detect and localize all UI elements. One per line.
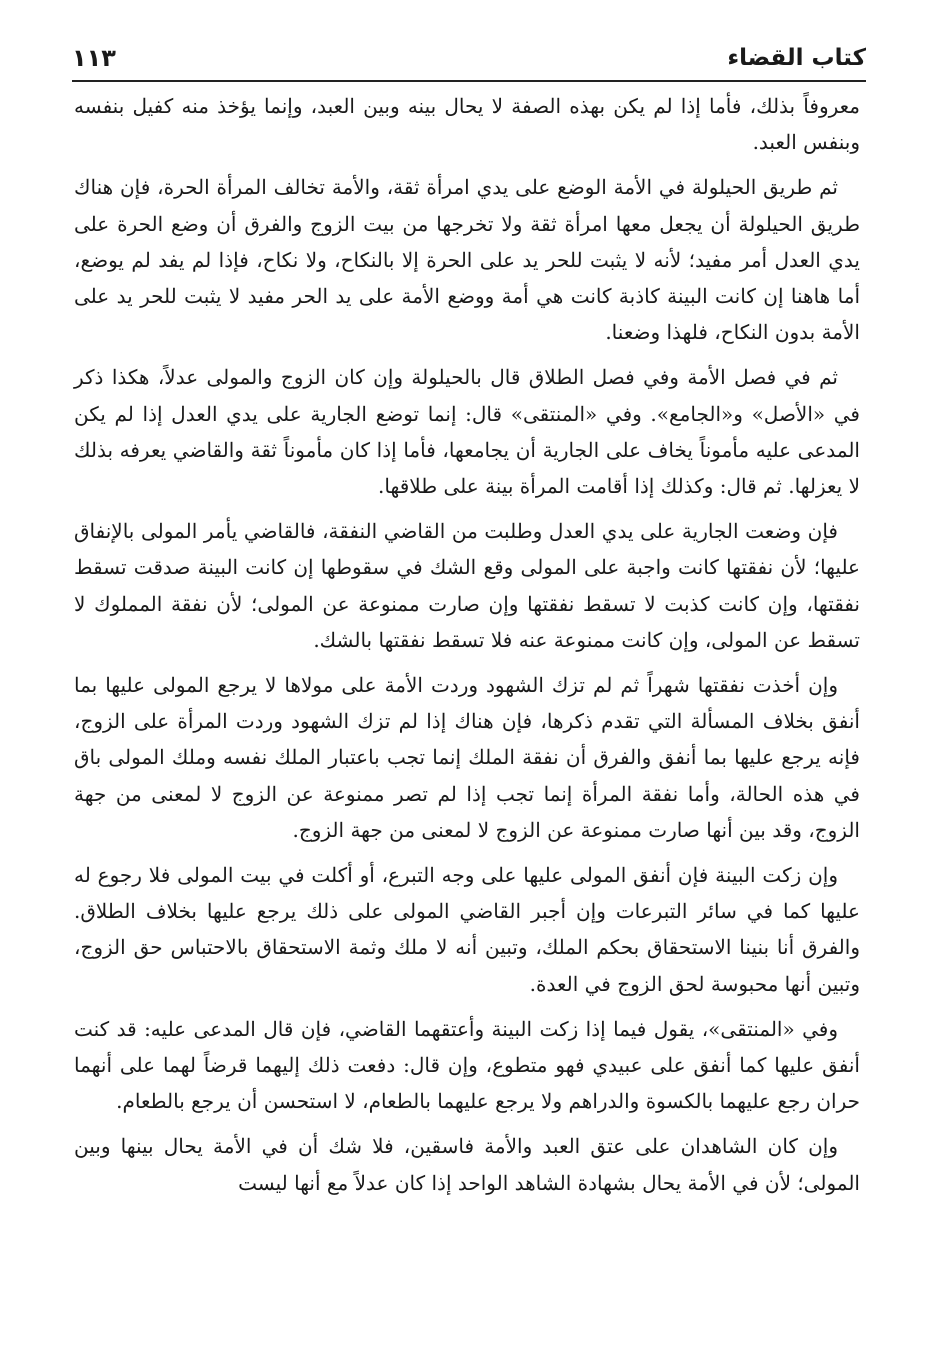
page-number: ١١٣ (72, 44, 116, 72)
header-divider (72, 80, 866, 82)
paragraph: معروفاً بذلك، فأما إذا لم يكن بهذه الصفة لا يحال بينه وبين العبد، وإنما يؤخذ منه كفيل بنفسه وبنفس العبد. (74, 94, 860, 155)
page-header (72, 38, 866, 78)
book-title: كتاب القضاء (727, 45, 866, 71)
page-body (74, 88, 860, 1210)
paragraph: وإن زكت البينة فإن أنفق المولى عليها على وجه التبرع، أو أكلت في بيت المولى فلا رجوع له عليها كما في سائر التبرعات وإن أجبر القاضي المولى على ذلك يرجع عليها بخلاف الطلاق. والفرق أنا بنينا الاستحقاق بحكم الملك، وتبين أنه لا ملك وثمة الاستحقاق بالاحتباس حق الزوج، وتبين أنها محبوسة لحق الزوج في العدة. (74, 863, 860, 996)
paragraph: وإن كان الشاهدان على عتق العبد والأمة فاسقين، فلا شك أن في الأمة يحال بينها وبين المولى؛ لأن في الأمة يحال بشهادة الشاهد الواحد إذا كان عدلاً مع أنها ليست (74, 1134, 860, 1195)
paragraph: وفي «المنتقى»، يقول فيما إذا زكت البينة وأعتقهما القاضي، فإن قال المدعى عليه: قد كنت أنفق عليها كما أنفق على عبيدي فهو متطوع، وإن قال: دفعت ذلك إليهما قرضاً لهما على أنهما حران رجع عليهما بالكسوة والدراهم ولا يرجع عليهما بالطعام، لا استحسن أن يرجع بالطعام. (74, 1016, 860, 1114)
paragraph: ثم طريق الحيلولة في الأمة الوضع على يدي امرأة ثقة، والأمة تخالف المرأة الحرة، فإن هناك طريق الحيلولة أن يجعل معها امرأة ثقة ولا تخرجها من بيت الزوج والفرق أن وضع الحرة على يدي العدل أمر مفيد؛ لأنه لا يثبت للحر يد على الحرة إلا بالنكاح، ولا نكاح، فإذا لم يفد لم يوضع، أما هاهنا إن كانت البينة كاذبة كانت هي أمة ووضع الأمة على يد الحر مفيد لا يثبت للحر يد على الأمة بدون النكاح، فلهذا وضعنا. (74, 175, 860, 345)
paragraph: وإن أخذت نفقتها شهراً ثم لم تزك الشهود وردت الأمة على مولاها لا يرجع المولى عليها بما أنفق بخلاف المسألة التي تقدم ذكرها، فإن هناك إذا لم تزك الشهود وردت المرأة على الزوج، فإنه يرجع عليها بما أنفق والفرق أن نفقة الملك إنما تجب باعتبار الملك نفسه وملك المولى باق في هذه الحالة، وأما نفقة المرأة إنما تجب إذا لم تصر ممنوعة عن الزوج لا لمعنى من جهة الزوج، وقد بين أنها صارت ممنوعة عن الزوج لا لمعنى من جهة الزوج. (74, 673, 860, 842)
paragraph: ثم في فصل الأمة وفي فصل الطلاق قال بالحيلولة وإن كان الزوج والمولى عدلاً، هكذا ذكر في «الأصل» و«الجامع». وفي «المنتقى» قال: إنما توضع الجارية على يدي العدل إذا لم يكن المدعى عليه مأموناً يخاف على الجارية أن يجامعها، فأما إذا كان مأموناً ثقة والقاضي يعرفه بذلك لا يعزلها. ثم قال: وكذلك إذا أقامت المرأة بينة على طلاقها. (74, 365, 860, 499)
paragraph: فإن وضعت الجارية على يدي العدل وطلبت من القاضي النفقة، فالقاضي يأمر المولى بالإنفاق عليها؛ لأن نفقتها كانت واجبة على المولى وقع الشك في سقوطها إن كانت البينة صدقت تسقط نفقتها، وإن كانت كذبت لا تسقط نفقتها وإن صارت ممنوعة عن المولى؛ لأن نفقة المملوك لا تسقط عن المولى، وإن كانت ممنوعة عنه فلا تسقط نفقتها بالشك. (74, 519, 860, 652)
